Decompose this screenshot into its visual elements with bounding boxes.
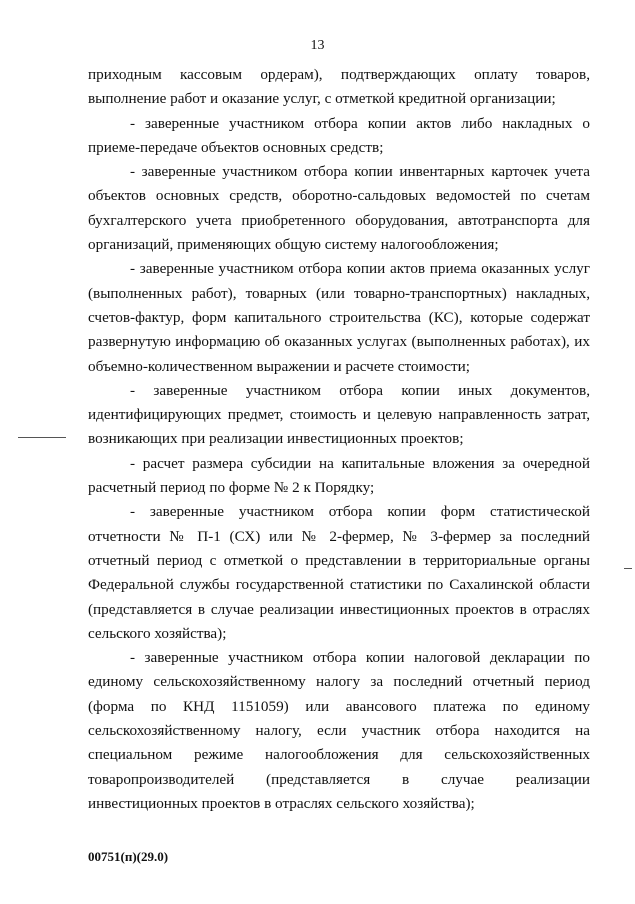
scan-artifact-right: [624, 568, 632, 569]
page-number: 13: [310, 38, 325, 53]
document-code: 00751(п)(29.0): [88, 849, 169, 864]
document-body: [88, 63, 590, 816]
paragraph: - расчет размера субсидии на капитальные вложения за очередной расчетный период по форме № 2 к Порядку;: [88, 454, 590, 497]
paragraph: - заверенные участником отбора копии инвентарных карточек учета объектов основных средств, оборотно-сальдовых ведомостей по счетам бухгалтерского учета приобретенного оборудования, автотранспорта для организаций, применяющих общую систему налогообложения;: [88, 163, 590, 254]
paragraph: - заверенные участником отбора копии форм статистической отчетности № П-1 (СХ) или № 2-фермер, № 3-фермер за последний отчетный период с отметкой о представлении в территориальные органы Федеральной службы государственной статистики по Сахалинской области (представляется в случае реализации инвестиционных проектов в отраслях сельского хозяйства);: [88, 503, 590, 642]
paragraph: - заверенные участником отбора копии налоговой декларации по единому сельскохозяйственному налогу за последний отчетный период (форма по КНД 1151059) или авансового платежа по единому сельскохозяйственному налогу, если участник отбора находится на специальном режиме налогообложения для сельскохозяйственных товаропроизводителей (представляется в случае реализации инвестиционных проектов в отраслях сельского хозяйства);: [88, 649, 590, 812]
paragraph: - заверенные участником отбора копии иных документов, идентифицирующих предмет, стоимость и целевую направленность затрат, возникающих при реализации инвестиционных проектов;: [88, 381, 590, 448]
paragraph: - заверенные участником отбора копии актов приема оказанных услуг (выполненных работ), товарных (или товарно-транспортных) накладных, счетов-фактур, форм капитального строительства (КС), которые содержат развернутую информацию об оказанных услугах (выполненных работах), их объемно-количественном выражении и расчете стоимости;: [88, 260, 590, 375]
paragraph: - заверенные участником отбора копии актов либо накладных о приеме-передаче объектов основных средств;: [88, 114, 590, 156]
paragraph: приходным кассовым ордерам), подтверждающих оплату товаров, выполнение работ и оказание услуг, с отметкой кредитной организации;: [88, 66, 590, 108]
scan-artifact-left: [18, 437, 66, 438]
